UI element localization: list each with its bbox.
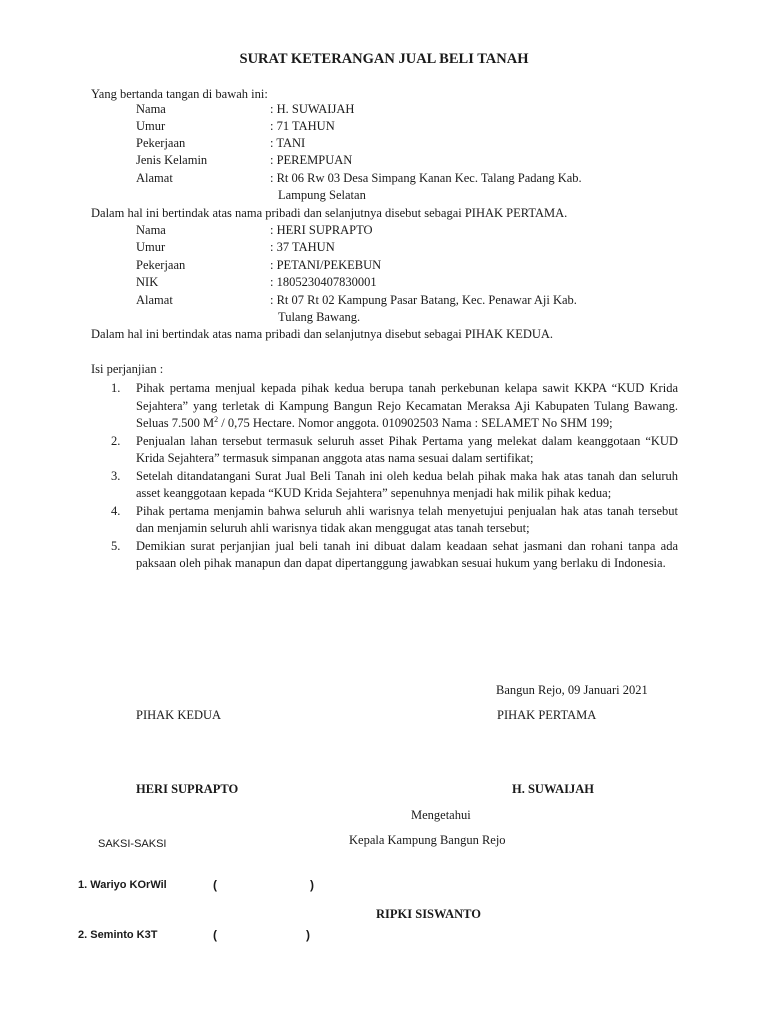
pihak-pertama-statement: Dalam hal ini bertindak atas nama pribadi dan selanjutnya disebut sebagai PIHAK PERTAMA. xyxy=(91,206,568,220)
field-value: : TANI xyxy=(270,136,306,150)
agreement-item xyxy=(108,433,678,468)
field-value: : H. SUWAIJAH xyxy=(270,102,355,116)
witness-paren-open: ( xyxy=(213,928,217,942)
field-value: : 1805230407830001 xyxy=(270,275,377,289)
agreement-heading: Isi perjanjian : xyxy=(91,362,164,376)
item-text: Pihak pertama menjamin bahwa seluruh ahli warisnya telah menyetujui penjualan hak atas tanah tersebut dan menjamin seluruh ahli warisnya tidak akan menggugat atas tanah tersebut; xyxy=(136,503,678,535)
item-text: Setelah ditandatangani Surat Jual Beli Tanah ini oleh kedua belah pihak maka hak atas tanah dan seluruh asset keanggotaan kepada “KUD Krida Sejahtera” sepenuhnya menjadi hak milik pihak kedua; xyxy=(136,468,678,500)
item-text: Demikian surat perjanjian jual beli tanah ini dibuat dalam keadaan sehat jasmani dan rohani tanpa ada paksaan oleh pihak manapun dan dapat dipertanggung jawabkan sesuai hukum yang berlaku di Indonesia. xyxy=(136,538,678,570)
agreement-item xyxy=(108,380,678,433)
pihak-kedua-statement: Dalam hal ini bertindak atas nama pribadi dan selanjutnya disebut sebagai PIHAK KEDUA. xyxy=(91,327,554,341)
field-value: : PETANI/PEKEBUN xyxy=(270,258,382,272)
address-continuation: Tulang Bawang. xyxy=(278,310,361,324)
saksi-heading: SAKSI-SAKSI xyxy=(98,838,167,850)
field-label: Jenis Kelamin xyxy=(136,153,208,167)
agreement-item xyxy=(108,538,678,573)
field-value: : Rt 06 Rw 03 Desa Simpang Kanan Kec. Talang Padang Kab. xyxy=(270,171,582,185)
witness-name: 1. Wariyo KOrWil xyxy=(78,879,167,891)
witness-name: 2. Seminto K3T xyxy=(78,929,158,941)
field-label: Alamat xyxy=(136,171,173,185)
sign-left-role: PIHAK KEDUA xyxy=(136,708,222,722)
item-number: 5. xyxy=(111,538,121,553)
mengetahui-text: Mengetahui xyxy=(411,808,471,822)
field-value: : 71 TAHUN xyxy=(270,119,335,133)
item-text-cont: / 0,75 Hectare. Nomor anggota. 010902503 Nama : SELAMET No SHM 199; xyxy=(218,416,613,430)
witness-paren-close: ) xyxy=(306,928,310,942)
field-value: : Rt 07 Rt 02 Kampung Pasar Batang, Kec. Penawar Aji Kab. xyxy=(270,293,577,307)
item-number: 2. xyxy=(111,433,121,448)
field-label: Umur xyxy=(136,240,166,254)
item-number: 4. xyxy=(111,503,121,518)
superscript: 2 xyxy=(214,414,219,424)
sign-left-name: HERI SUPRAPTO xyxy=(136,782,239,796)
field-label: Nama xyxy=(136,223,166,237)
place-date: Bangun Rejo, 09 Januari 2021 xyxy=(496,683,648,697)
sign-right-role: PIHAK PERTAMA xyxy=(497,708,597,722)
item-number: 1. xyxy=(111,381,121,395)
item-text: Pihak pertama menjual kepada pihak kedua berupa tanah perkebunan kelapa sawit KKPA “KUD Krida Sejahtera” yang terletak di Kampung Bangun Rejo Kecamatan Meraksa Aji Kabupaten Tulang Bawang. Seluas 7.500 M xyxy=(136,381,678,430)
kepala-name: RIPKI SISWANTO xyxy=(376,907,482,921)
witness-paren-close: ) xyxy=(310,878,314,892)
field-label: Nama xyxy=(136,102,166,116)
item-text: Penjualan lahan tersebut termasuk seluruh asset Pihak Pertama yang melekat dalam keanggotaan “KUD Krida Sejahtera” termasuk simpanan anggota atas nama sesuai dalam sertifikat; xyxy=(136,433,678,465)
field-value: : PEREMPUAN xyxy=(270,153,353,167)
agreement-item xyxy=(108,468,678,503)
field-label: Pekerjaan xyxy=(136,258,186,272)
document-title: SURAT KETERANGAN JUAL BELI TANAH xyxy=(239,51,529,67)
item-number: 3. xyxy=(111,468,121,483)
field-label: Umur xyxy=(136,119,166,133)
field-label: Pekerjaan xyxy=(136,136,186,150)
intro-text: Yang bertanda tangan di bawah ini: xyxy=(91,87,268,101)
field-value: : HERI SUPRAPTO xyxy=(270,223,373,237)
address-continuation: Lampung Selatan xyxy=(278,188,366,202)
field-value: : 37 TAHUN xyxy=(270,240,335,254)
field-label: Alamat xyxy=(136,293,173,307)
sign-right-name: H. SUWAIJAH xyxy=(512,782,594,796)
witness-paren-open: ( xyxy=(213,878,217,892)
kepala-title: Kepala Kampung Bangun Rejo xyxy=(349,833,506,847)
agreement-list xyxy=(108,380,678,573)
agreement-item xyxy=(108,503,678,538)
field-label: NIK xyxy=(136,275,159,289)
